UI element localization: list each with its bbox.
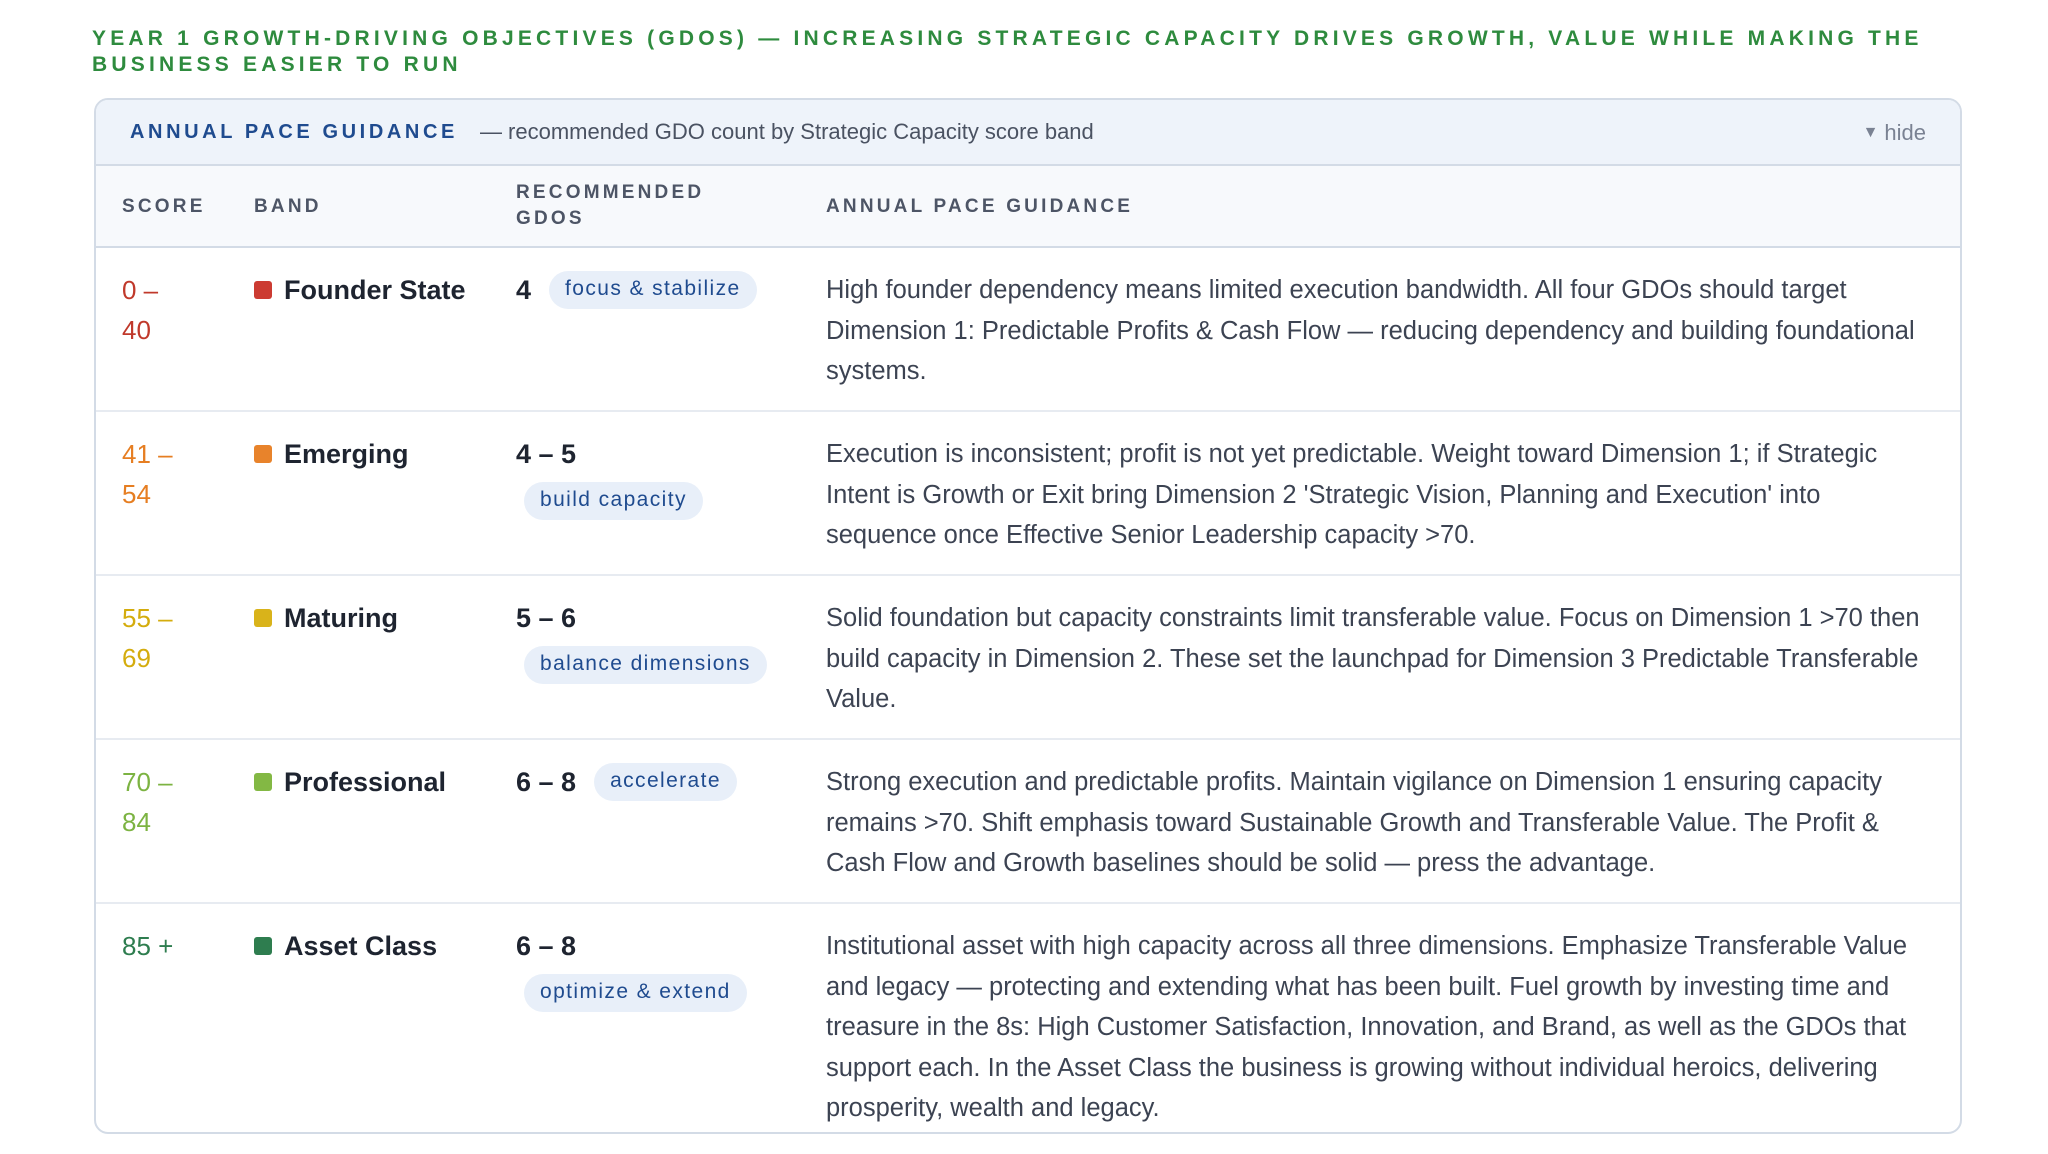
column-header-score: SCORE [122,196,206,217]
score-range [122,434,232,514]
score-range-end: 84 [122,807,151,837]
score-range-end: 54 [122,479,151,509]
band-name: Founder State [284,274,466,305]
recommended-gdos [516,270,806,310]
score-range-start: 85 + [122,931,174,961]
guidance-text: Execution is inconsistent; profit is not yet predictable. Weight toward Dimension 1; if Strategic Intent is Growth or Exit bring Dimension 2 'Strategic Vision, Planning and Execution' into sequence once Effective Senior Leadership capacity >70. [826,440,1878,549]
pace-tag: optimize & extend [524,974,747,1012]
gdo-count: 6 – 8 [516,767,577,797]
score-range [122,270,232,350]
gdo-count: 4 [516,275,532,305]
band-name: Emerging [284,438,409,469]
score-range-end: 69 [122,643,151,673]
band-color-swatch [254,281,272,299]
gdo-count: 4 – 5 [516,439,577,469]
band-label [254,270,466,310]
band-name: Professional [284,766,447,797]
table-header [96,166,1960,248]
pace-guidance-panel [94,98,1962,1134]
table-row [96,576,1960,740]
pace-tag: accelerate [594,763,737,801]
band-color-swatch [254,937,272,955]
guidance-text: Institutional asset with high capacity across all three dimensions. Emphasize Transferable Value and legacy — protecting and extending what has been built. Fuel growth by investing time and treasure in the 8s: High Customer Satisfaction, Innovation, and Brand, as well as the GDOs that support each. In the Asset Class the business is growing without individual heroics, delivering prosperity, wealth and legacy. [826,932,1907,1122]
score-range-start: 0 – [122,275,159,305]
column-header-band: BAND [254,196,322,217]
hide-toggle-button[interactable] [1863,100,1926,166]
score-range [122,926,232,966]
page-title: YEAR 1 GROWTH-DRIVING OBJECTIVES (GDOS) — INCREASING STRATEGIC CAPACITY DRIVES GROWTH, VALUE WHILE MAKING THE BUSINESS EASIER TO RUN [92,27,1923,76]
recommended-gdos [516,926,806,1012]
hide-label: hide [1884,120,1926,145]
score-range [122,598,232,678]
score-range [122,762,232,842]
guidance-text: High founder dependency means limited execution bandwidth. All four GDOs should target Dimension 1: Predictable Profits & Cash Flow — reducing dependency and building foundational systems. [826,276,1915,385]
recommended-gdos [516,762,806,802]
band-label [254,434,409,474]
band-label [254,598,398,638]
triangle-down-icon: ▼ [1862,124,1879,141]
table-row [96,412,1960,576]
guidance-text: Solid foundation but capacity constraints limit transferable value. Focus on Dimension 1 >70 then build capacity in Dimension 2. These set the launchpad for Dimension 3 Predictable Transferable Value. [826,604,1920,713]
table-row [96,740,1960,904]
panel-title: ANNUAL PACE GUIDANCE [130,120,458,143]
gdo-count: 5 – 6 [516,603,577,633]
band-name: Asset Class [284,930,438,961]
band-color-swatch [254,609,272,627]
column-header-recommended: RECOMMENDED GDOS [516,182,705,229]
panel-header [96,100,1960,166]
pace-tag: build capacity [524,482,703,520]
score-range-start: 41 – [122,439,173,469]
column-header-guidance: ANNUAL PACE GUIDANCE [826,196,1134,217]
band-color-swatch [254,445,272,463]
table-row [96,904,1960,1134]
pace-tag: focus & stabilize [549,271,757,309]
band-label [254,762,446,802]
gdo-count: 6 – 8 [516,931,577,961]
score-range-end: 40 [122,315,151,345]
panel-subtitle: — recommended GDO count by Strategic Capacity score band [479,119,1094,144]
band-name: Maturing [284,602,398,633]
table-row [96,248,1960,412]
band-label [254,926,437,966]
score-range-start: 70 – [122,767,173,797]
pace-tag: balance dimensions [524,646,767,684]
score-range-start: 55 – [122,603,173,633]
guidance-text: Strong execution and predictable profits. Maintain vigilance on Dimension 1 ensuring capacity remains >70. Shift emphasis toward Sustainable Growth and Transferable Value. The Profit & Cash Flow and Growth baselines should be solid — press the advantage. [826,768,1883,877]
recommended-gdos [516,434,806,520]
band-color-swatch [254,773,272,791]
recommended-gdos [516,598,806,684]
